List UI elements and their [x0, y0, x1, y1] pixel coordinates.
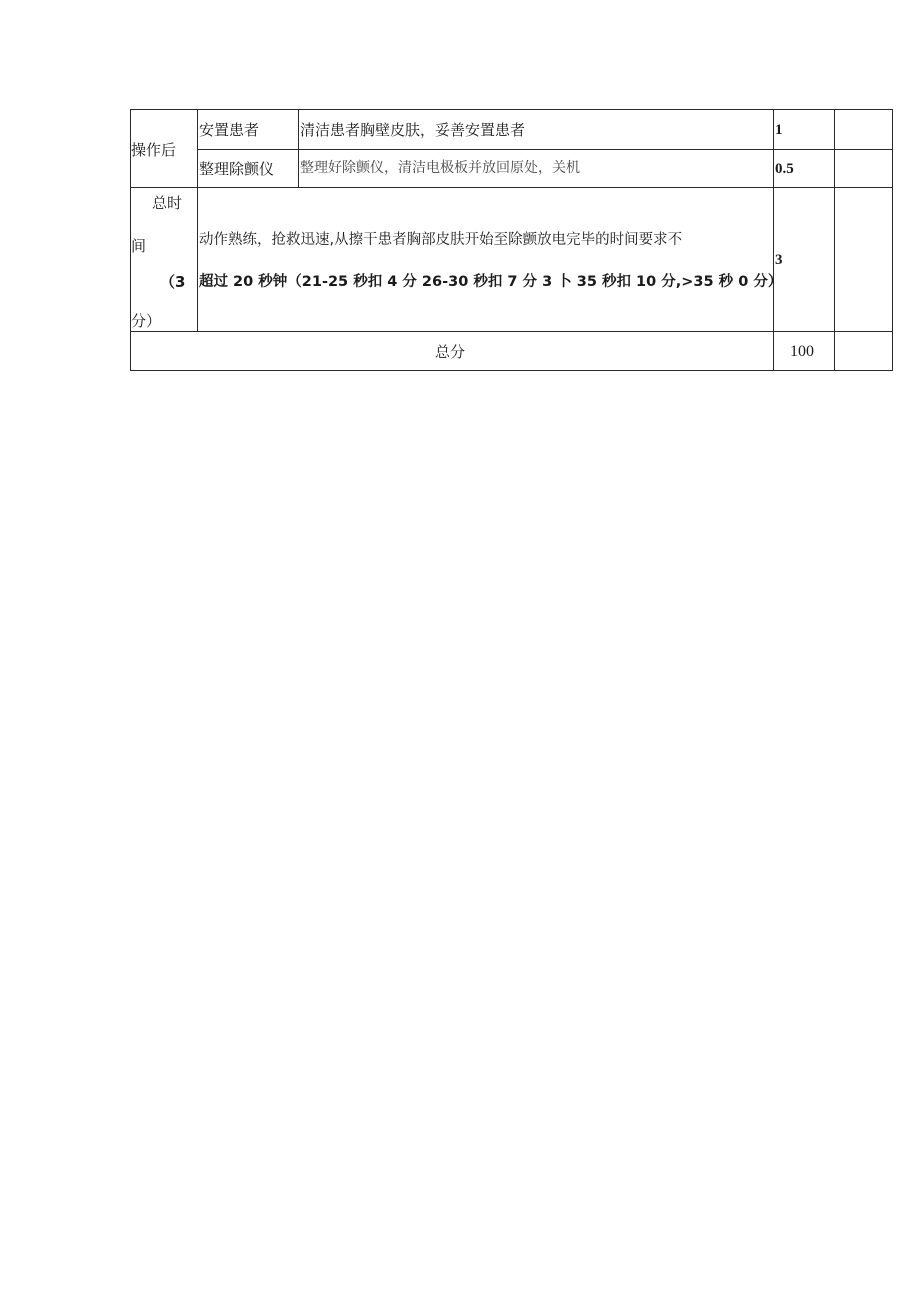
total-score: 100 — [790, 343, 814, 360]
category-total-time-line2: 间 — [131, 237, 147, 255]
item-score: 0.5 — [775, 161, 794, 177]
total-label: 总分 — [435, 343, 466, 361]
time-requirement-line1: 动作熟练，抢救迅速,从擦干患者胸部皮肤开始至除颤放电完毕的时间要求不 — [199, 232, 683, 248]
category-total-time-line1: 总时 — [152, 194, 183, 212]
category-after-operation: 操作后 — [131, 141, 177, 159]
item-requirement: 清洁患者胸壁皮肤，妥善安置患者 — [300, 121, 526, 139]
item-score: 3 — [775, 252, 783, 268]
item-score: 1 — [775, 122, 783, 138]
item-name: 安置患者 — [199, 121, 260, 139]
item-name: 整理除颤仪 — [199, 160, 275, 178]
item-requirement: 整理好除颤仪，清洁电极板并放回原处，关机 — [300, 161, 580, 176]
category-total-time-line3: （3 — [160, 273, 186, 291]
category-total-time-line4: 分） — [131, 312, 162, 330]
time-requirement-line2: 超过 20 秒钟（21-25 秒扣 4 分 26-30 秒扣 7 分 3 卜 35 秒扣 10 分,>35 秒 0 分） — [199, 274, 783, 290]
